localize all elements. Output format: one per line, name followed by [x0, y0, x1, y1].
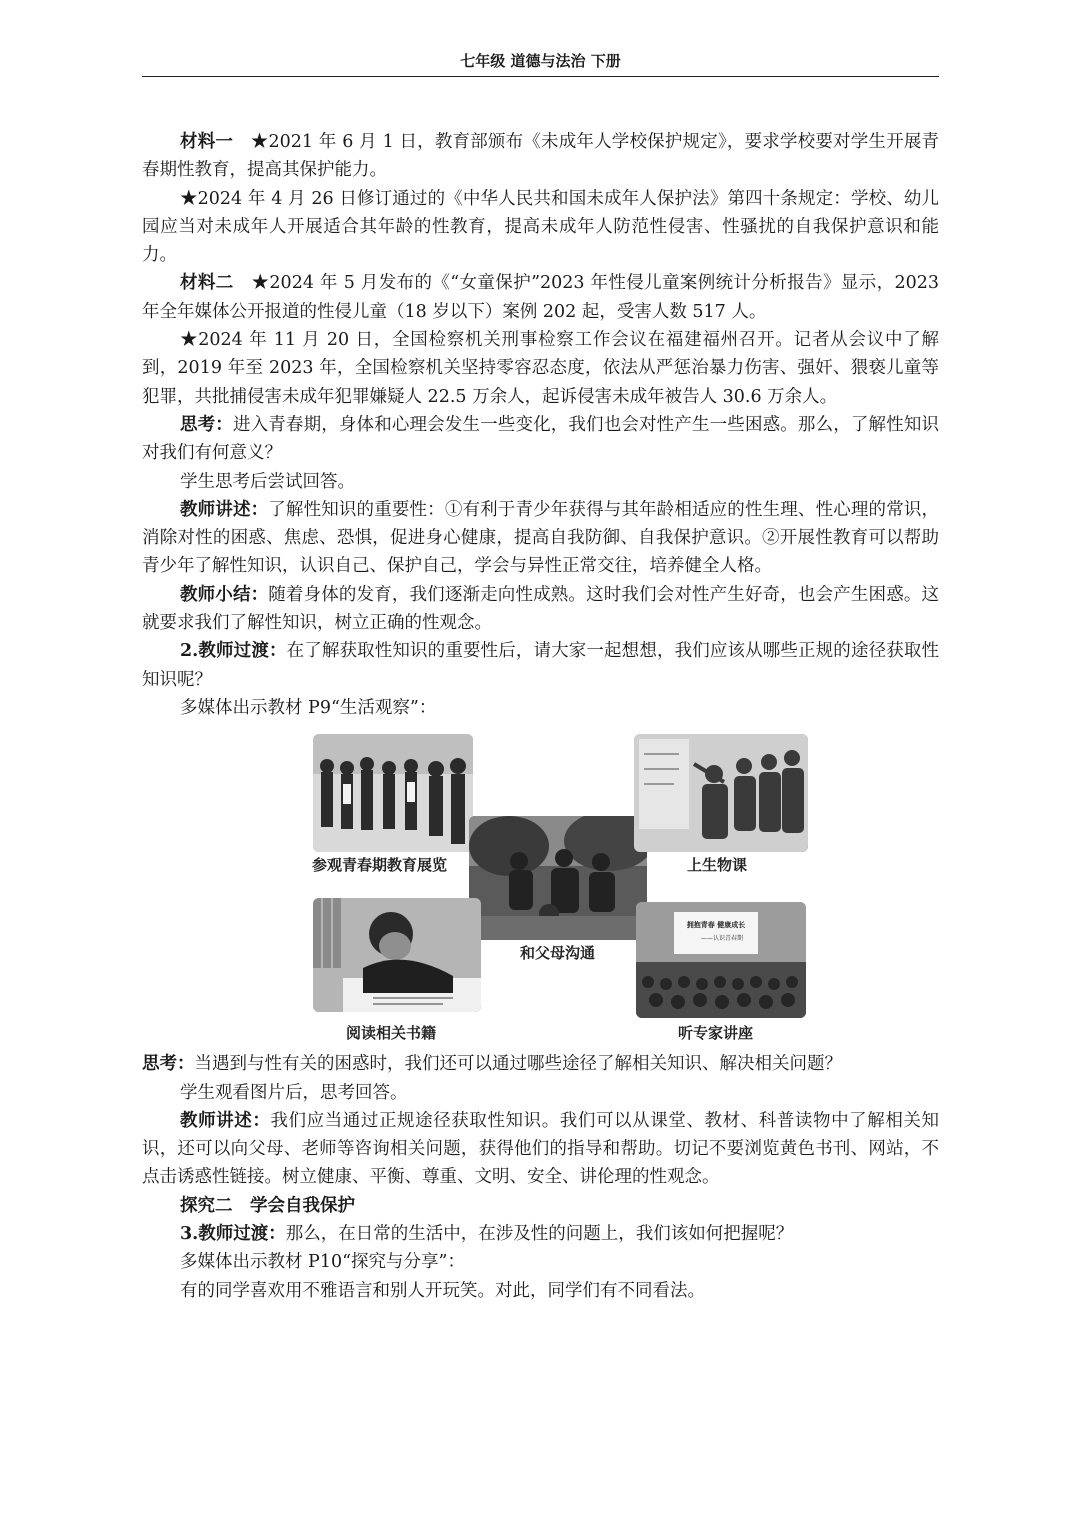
label-transition-3: 3.教师过渡：	[180, 1224, 286, 1245]
label-material-2: 材料二	[180, 273, 234, 294]
paragraph-law-article	[142, 185, 939, 270]
paragraph-student-view	[142, 1079, 939, 1107]
paragraph-media-p10	[142, 1248, 939, 1276]
text-student-view: 学生观看图片后，思考回答。	[180, 1082, 408, 1103]
caption-biology: 上生物课	[687, 856, 748, 875]
text-teacher-talk-2: 我们应当通过正规途径获取性知识。我们可以从课堂、教材、科普读物中了解相关知识，还可以向父母、老师等咨询相关问题，获得他们的指导和帮助。切记不要浏览黄色书刊、网站，不点击诱惑性链接。树立健康、平衡、尊重、文明、安全、讲伦理的性观念。	[142, 1110, 940, 1188]
paragraph-student-answer	[142, 468, 939, 496]
caption-exhibit: 参观青春期教育展览	[312, 856, 448, 875]
life-observation-figure	[142, 734, 939, 1046]
text-transition-2: 在了解获取性知识的重要性后，请大家一起想想，我们应该从哪些正规的途径获取性知识呢？	[142, 641, 939, 690]
text-material-2: ★2024 年 5 月发布的《“女童保护”2023 年性侵儿童案例统计分析报告》显示，2023 年全年媒体公开报道的性侵儿童（18 岁以下）案例 202 起，受害人数 517 人。	[142, 273, 940, 322]
page-content	[142, 128, 939, 1305]
label-transition-2: 2.教师过渡：	[180, 641, 287, 662]
text-material-1: ★2021 年 6 月 1 日，教育部颁布《未成年人学校保护规定》，要求学校要对学生开展青春期性教育，提高其保护能力。	[142, 132, 940, 181]
paragraph-media-p9	[142, 694, 939, 722]
label-teacher-summary: 教师小结：	[180, 584, 269, 605]
paragraph-think-2	[142, 1050, 939, 1078]
label-teacher-talk-1: 教师讲述：	[180, 499, 269, 520]
text-media-p9: 多媒体出示教材 P9“生活观察”：	[180, 697, 437, 718]
text-student-answer: 学生思考后尝试回答。	[180, 471, 355, 492]
text-teacher-talk-1: 了解性知识的重要性：①有利于青少年获得与其年龄相适应的性生理、性心理的常识，消除对性的困惑、焦虑、恐惧，促进身心健康，提高自我防御、自我保护意识。②开展性教育可以帮助青少年了解性知识，认识自己、保护自己，学会与异性正常交往，培养健全人格。	[142, 499, 940, 577]
label-material-1: 材料一	[180, 132, 234, 152]
label-think-1: 思考：	[180, 414, 233, 435]
exhibit-photo	[313, 734, 473, 852]
slide-title: 拥抱青春 健康成长	[686, 921, 746, 930]
paragraph-teacher-talk-1	[142, 496, 939, 581]
paragraph-transition-2	[142, 637, 939, 694]
biology-photo	[634, 734, 808, 852]
caption-parents: 和父母沟通	[520, 944, 596, 963]
text-law-article: ★2024 年 4 月 26 日修订通过的《中华人民共和国未成年人保护法》第四十条规定：学校、幼儿园应当对未成年人开展适合其年龄的性教育，提高未成年人防范性侵害、性骚扰的自我保护意识和能力。	[142, 188, 939, 266]
paragraph-teacher-summary	[142, 581, 939, 638]
text-transition-3: 那么，在日常的生活中，在涉及性的问题上，我们该如何把握呢？	[285, 1224, 794, 1245]
text-think-2: 当遇到与性有关的困惑时，我们还可以通过哪些途径了解相关知识、解决相关问题？	[194, 1054, 842, 1075]
slide-subtitle: ——认识青春期	[700, 935, 744, 943]
reading-photo	[313, 898, 481, 1012]
text-teacher-summary: 随着身体的发育，我们逐渐走向性成熟。这时我们会对性产生好奇，也会产生困惑。这就要求我们了解性知识，树立正确的性观念。	[142, 584, 940, 634]
section-heading-explore-2: 探究二 学会自我保护	[180, 1195, 355, 1216]
lecture-photo	[636, 902, 806, 1018]
paragraph-think-1	[142, 411, 939, 468]
text-joke-scenario: 有的同学喜欢用不雅语言和别人开玩笑。对此，同学们有不同看法。	[180, 1280, 705, 1301]
paragraph-transition-3	[142, 1220, 939, 1248]
caption-lecture: 听专家讲座	[678, 1024, 754, 1043]
text-procuratorate: ★2024 年 11 月 20 日，全国检察机关刑事检察工作会议在福建福州召开。记者从会议中了解到，2019 年至 2023 年，全国检察机关坚持零容忍态度，依法从严惩治暴力伤害、强奸、猥亵儿童等犯罪，共批捕侵害未成年犯罪嫌疑人 22.5 万余人，起诉侵害未成年被告人 30.6 万余人。	[142, 330, 939, 407]
paragraph-material-2	[142, 269, 939, 326]
caption-reading: 阅读相关书籍	[346, 1024, 437, 1043]
paragraph-material-1	[142, 128, 939, 185]
label-teacher-talk-2: 教师讲述：	[180, 1110, 271, 1131]
paragraph-joke-scenario	[142, 1277, 939, 1305]
text-media-p10: 多媒体出示教材 P10“探究与分享”：	[180, 1252, 465, 1273]
parents-photo	[469, 816, 647, 940]
running-header: 七年级 道德与法治 下册	[142, 48, 939, 77]
label-think-2: 思考：	[142, 1054, 195, 1075]
text-think-1: 进入青春期，身体和心理会发生一些变化，我们也会对性产生一些困惑。那么，了解性知识对我们有何意义？	[142, 414, 940, 464]
paragraph-procuratorate	[142, 326, 939, 411]
paragraph-teacher-talk-2	[142, 1107, 939, 1192]
